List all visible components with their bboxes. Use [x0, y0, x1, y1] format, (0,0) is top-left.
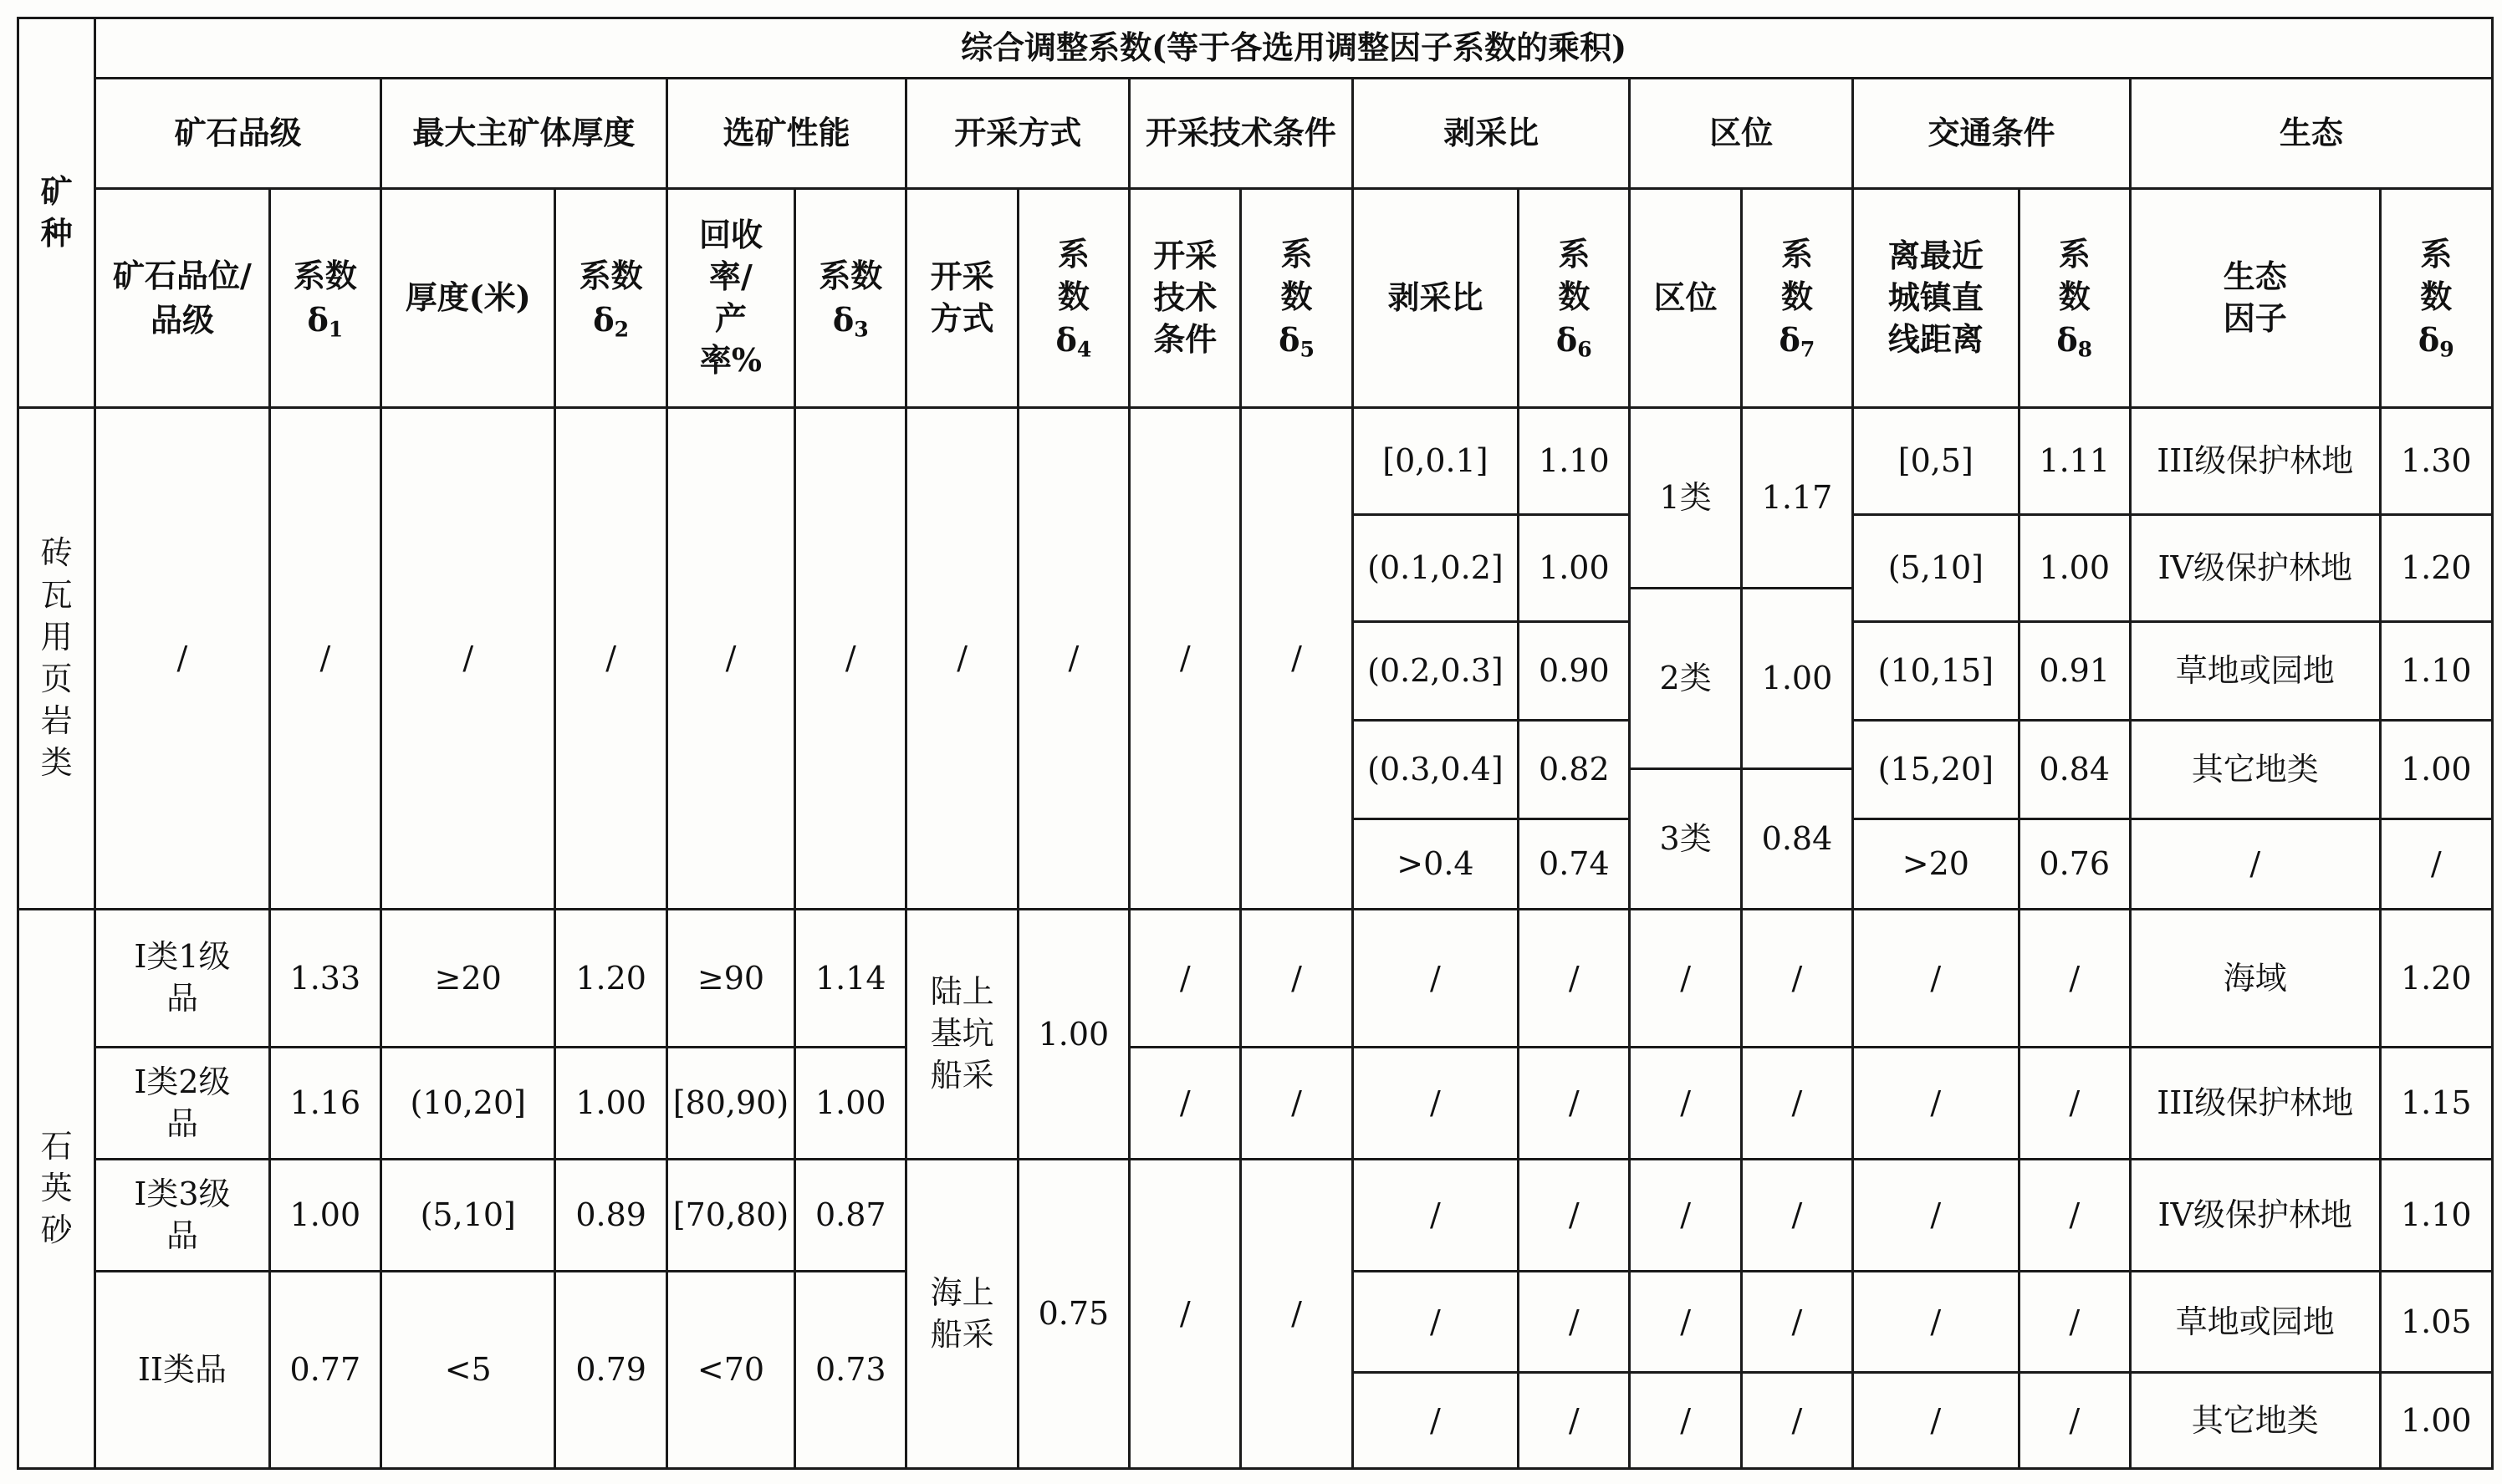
quartz-recovery: ≥90	[666, 910, 794, 1048]
quartz-recovery: <70	[666, 1272, 794, 1469]
strip-ratio-coef: 0.82	[1519, 721, 1630, 819]
quartz-d1: 1.00	[269, 1160, 380, 1272]
eco-factor: 其它地类	[2130, 1373, 2380, 1469]
quartz-thickness: (5,10]	[381, 1160, 555, 1272]
cell-na: /	[1018, 408, 1129, 910]
eco-coef: 1.00	[2380, 721, 2492, 819]
cell-na: /	[1741, 1373, 1852, 1469]
table-title: 综合调整系数(等于各选用调整因子系数的乘积)	[95, 18, 2493, 79]
cell-na: /	[795, 408, 906, 910]
cell-na: /	[1741, 1272, 1852, 1373]
cell-na: /	[1130, 1048, 1241, 1160]
cell-na: /	[1130, 910, 1241, 1048]
cell-na: /	[1352, 910, 1518, 1048]
col-distance: 离最近城镇直线距离	[1853, 189, 2019, 408]
cell-na: /	[1519, 1160, 1630, 1272]
quartz-d4: 1.00	[1018, 910, 1129, 1160]
col-d2: 系数 $\delta_2$	[555, 189, 666, 408]
group-location: 区位	[1630, 79, 1853, 189]
eco-coef: 1.30	[2380, 408, 2492, 515]
eco-coef: 1.15	[2380, 1048, 2492, 1160]
quartz-d1: 0.77	[269, 1272, 380, 1469]
col-method: 开采方式	[906, 189, 1018, 408]
cell-na: /	[2019, 1160, 2130, 1272]
traffic-coef: 1.11	[2019, 408, 2130, 515]
group-ecology: 生态	[2130, 79, 2492, 189]
quartz-thickness: <5	[381, 1272, 555, 1469]
location-label: 2类	[1631, 589, 1742, 767]
quartz-d2: 0.79	[555, 1272, 666, 1469]
cell-na: /	[555, 408, 666, 910]
traffic-range: (5,10]	[1853, 515, 2019, 622]
cell-na: /	[666, 408, 794, 910]
col-d9: 系数 $\delta_9$	[2380, 189, 2492, 408]
mineral-shale: 砖瓦用页岩类	[18, 408, 95, 910]
strip-ratio-range: [0,0.1]	[1352, 408, 1518, 515]
group-traffic: 交通条件	[1853, 79, 2131, 189]
col-d4: 系数 $\delta_4$	[1018, 189, 1129, 408]
traffic-coef: 0.91	[2019, 622, 2130, 721]
quartz-thickness: (10,20]	[381, 1048, 555, 1160]
strip-ratio-range: >0.4	[1352, 819, 1518, 910]
col-thickness: 厚度(米)	[381, 189, 555, 408]
quartz-d3: 1.00	[795, 1048, 906, 1160]
strip-ratio-coef: 0.74	[1519, 819, 1630, 910]
quartz-d1: 1.16	[269, 1048, 380, 1160]
cell-na: /	[1853, 1048, 2019, 1160]
col-d3: 系数 $\delta_3$	[795, 189, 906, 408]
strip-ratio-range: (0.3,0.4]	[1352, 721, 1518, 819]
strip-ratio-coef: 1.10	[1519, 408, 1630, 515]
col-recovery: 回收率/产率%	[666, 189, 794, 408]
col-d8: 系数 $\delta_8$	[2019, 189, 2130, 408]
quartz-recovery: [80,90)	[666, 1048, 794, 1160]
col-d7: 系数 $\delta_7$	[1741, 189, 1852, 408]
cell-na: /	[1741, 1048, 1852, 1160]
cell-na: /	[1853, 1272, 2019, 1373]
quartz-recovery: [70,80)	[666, 1160, 794, 1272]
location-coef: 1.00	[1761, 660, 1833, 697]
quartz-thickness: ≥20	[381, 910, 555, 1048]
cell-na: /	[1853, 1160, 2019, 1272]
col-d5: 系数 $\delta_5$	[1241, 189, 1352, 408]
cell-na: /	[1519, 1272, 1630, 1373]
cell-na: /	[269, 408, 380, 910]
cell-na: /	[1630, 1048, 1741, 1160]
eco-coef: 1.20	[2380, 515, 2492, 622]
col-tech: 开采技术条件	[1130, 189, 1241, 408]
eco-factor: 草地或园地	[2130, 1272, 2380, 1373]
traffic-range: [0,5]	[1853, 408, 2019, 515]
quartz-method: 海上船采	[906, 1160, 1018, 1469]
eco-factor: IV级保护林地	[2130, 1160, 2380, 1272]
col-location: 区位	[1630, 189, 1741, 408]
eco-coef: 1.10	[2380, 1160, 2492, 1272]
quartz-d4: 0.75	[1018, 1160, 1129, 1469]
quartz-d3: 0.87	[795, 1160, 906, 1272]
col-d6: 系数 $\delta_6$	[1519, 189, 1630, 408]
eco-factor: IV级保护林地	[2130, 515, 2380, 622]
group-mining-tech: 开采技术条件	[1130, 79, 1353, 189]
eco-factor: /	[2130, 819, 2380, 910]
cell-na: /	[2019, 910, 2130, 1048]
location-row	[1631, 767, 1851, 908]
quartz-grade: I类2级品	[95, 1048, 269, 1160]
cell-na: /	[1241, 1048, 1352, 1160]
cell-na: /	[1241, 1160, 1352, 1469]
group-mining-method: 开采方式	[906, 79, 1130, 189]
adjustment-coefficient-table	[17, 17, 2494, 1470]
eco-coef: 1.10	[2380, 622, 2492, 721]
cell-na: /	[906, 408, 1018, 910]
cell-na: /	[1130, 408, 1241, 910]
eco-factor: III级保护林地	[2130, 1048, 2380, 1160]
quartz-d2: 1.00	[555, 1048, 666, 1160]
traffic-coef: 0.76	[2019, 819, 2130, 910]
eco-factor: 草地或园地	[2130, 622, 2380, 721]
quartz-d2: 0.89	[555, 1160, 666, 1272]
col-d1: 系数 $\delta_1$	[269, 189, 380, 408]
strip-ratio-coef: 1.00	[1519, 515, 1630, 622]
cell-na: /	[2019, 1048, 2130, 1160]
quartz-d1: 1.33	[269, 910, 380, 1048]
location-coef: 1.17	[1761, 479, 1833, 517]
cell-na: /	[1352, 1048, 1518, 1160]
group-thickness: 最大主矿体厚度	[381, 79, 667, 189]
traffic-coef: 1.00	[2019, 515, 2130, 622]
strip-ratio-range: (0.1,0.2]	[1352, 515, 1518, 622]
quartz-d2: 1.20	[555, 910, 666, 1048]
cell-na: /	[1352, 1160, 1518, 1272]
cell-na: /	[1130, 1160, 1241, 1469]
mineral-quartz: 石英砂	[18, 910, 95, 1469]
cell-na: /	[381, 408, 555, 910]
quartz-grade: I类1级品	[95, 910, 269, 1048]
eco-factor: III级保护林地	[2130, 408, 2380, 515]
cell-na: /	[2019, 1373, 2130, 1469]
traffic-coef: 0.84	[2019, 721, 2130, 819]
group-dressing: 选矿性能	[666, 79, 906, 189]
traffic-range: >20	[1853, 819, 2019, 910]
quartz-grade: I类3级品	[95, 1160, 269, 1272]
cell-na: /	[1519, 1373, 1630, 1469]
traffic-range: (10,15]	[1853, 622, 2019, 721]
eco-coef: 1.05	[2380, 1272, 2492, 1373]
location-row	[1631, 409, 1851, 587]
cell-na: /	[1741, 1160, 1852, 1272]
cell-na: /	[1630, 1272, 1741, 1373]
traffic-range: (15,20]	[1853, 721, 2019, 819]
eco-factor: 海域	[2130, 910, 2380, 1048]
cell-na: /	[1630, 910, 1741, 1048]
location-cell	[1630, 408, 1853, 910]
group-strip-ratio: 剥采比	[1352, 79, 1630, 189]
cell-na: /	[1630, 1160, 1741, 1272]
cell-na: /	[2019, 1272, 2130, 1373]
location-coef: 0.84	[1761, 820, 1833, 858]
cell-na: /	[1352, 1373, 1518, 1469]
group-grade: 矿石品级	[95, 79, 381, 189]
eco-coef: /	[2380, 819, 2492, 910]
quartz-grade: II类品	[95, 1272, 269, 1469]
col-strip: 剥采比	[1352, 189, 1518, 408]
cell-na: /	[1519, 1048, 1630, 1160]
cell-na: /	[1241, 910, 1352, 1048]
cell-na: /	[1630, 1373, 1741, 1469]
quartz-method: 陆上基坑船采	[906, 910, 1018, 1160]
mineral-type-header: 矿种	[18, 18, 95, 408]
cell-na: /	[1241, 408, 1352, 910]
eco-coef: 1.20	[2380, 910, 2492, 1048]
location-label: 3类	[1631, 770, 1742, 908]
cell-na: /	[1853, 1373, 2019, 1469]
location-row	[1631, 587, 1851, 767]
quartz-d3: 0.73	[795, 1272, 906, 1469]
cell-na: /	[95, 408, 269, 910]
eco-coef: 1.00	[2380, 1373, 2492, 1469]
cell-na: /	[1741, 910, 1852, 1048]
eco-factor: 其它地类	[2130, 721, 2380, 819]
strip-ratio-coef: 0.90	[1519, 622, 1630, 721]
strip-ratio-range: (0.2,0.3]	[1352, 622, 1518, 721]
quartz-d3: 1.14	[795, 910, 906, 1048]
cell-na: /	[1853, 910, 2019, 1048]
col-grade: 矿石品位/品级	[95, 189, 269, 408]
location-label: 1类	[1631, 409, 1742, 587]
cell-na: /	[1352, 1272, 1518, 1373]
col-ecology: 生态因子	[2130, 189, 2380, 408]
cell-na: /	[1519, 910, 1630, 1048]
